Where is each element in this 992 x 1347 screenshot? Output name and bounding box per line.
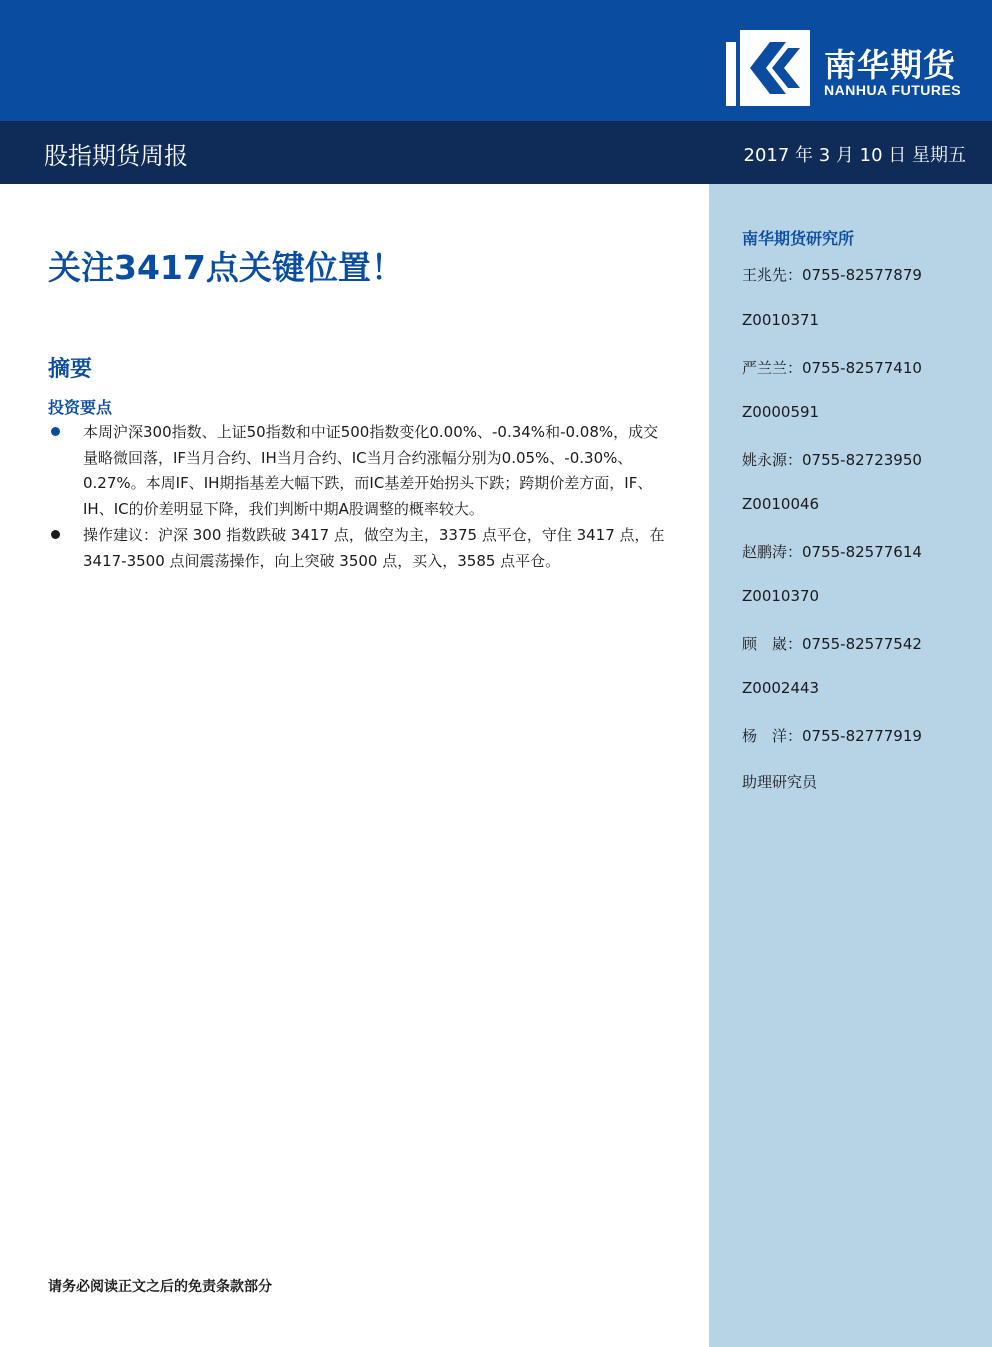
analyst-role: 助理研究员 <box>742 773 818 791</box>
analyst-sidebar <box>709 184 992 1347</box>
bullet-text: 本周沪深300指数、上证50指数和中证500指数变化0.00%、-0.34%和-0.08%，成交量略微回落，IF当月合约、IH当月合约、IC当月合约涨幅分别为0.05%、-0.30%、0.27%。本周IF、IH期指基差大幅下跌，而IC基差开始拐头下跌；跨期价差方面，IF、IH、IC的价差明显下降，我们判断中期A股调整的概率较大。 <box>83 423 659 519</box>
report-type: 股指期货周报 <box>44 142 188 170</box>
company-logo <box>726 30 978 106</box>
investment-points-heading: 投资要点 <box>48 398 113 417</box>
disclaimer-note: 请务必阅读正文之后的免责条款部分 <box>48 1279 272 1295</box>
analyst-license: Z0002443 <box>742 679 820 697</box>
analyst-contact: 姚永源：0755-82723950 <box>742 451 922 469</box>
analyst-contact: 杨 洋：0755-82777919 <box>742 727 922 745</box>
analyst-contact: 严兰兰：0755-82577410 <box>742 359 922 377</box>
logo-english-name: NANHUA FUTURES <box>824 82 962 98</box>
bullet-icon <box>51 530 60 539</box>
analyst-license: Z0010371 <box>742 311 820 329</box>
report-headline: 关注3417点关键位置！ <box>48 248 404 287</box>
report-date: 2017 年 3 月 10 日 星期五 <box>743 145 966 166</box>
analyst-contact: 顾 崴：0755-82577542 <box>742 635 922 653</box>
research-institute-name: 南华期货研究所 <box>742 229 855 248</box>
analyst-license: Z0010046 <box>742 495 820 513</box>
analyst-license: Z0000591 <box>742 403 820 421</box>
header-band <box>0 0 992 121</box>
bullet-icon <box>51 427 60 436</box>
analyst-contact: 王兆先：0755-82577879 <box>742 266 922 284</box>
summary-heading: 摘要 <box>48 357 93 382</box>
list-item <box>48 523 668 574</box>
logo-chinese-name: 南华期货 <box>824 46 957 84</box>
analyst-contact: 赵鹏涛：0755-82577614 <box>742 543 922 561</box>
list-item <box>48 420 668 523</box>
bullet-text: 操作建议：沪深 300 指数跌破 3417 点，做空为主，3375 点平仓，守住 3417 点，在 3417-3500 点间震荡操作，向上突破 3500 点，买入，3585 点平仓。 <box>83 525 665 570</box>
report-title-bar <box>0 121 992 184</box>
analyst-license: Z0010370 <box>742 587 820 605</box>
investment-points-list <box>48 420 668 574</box>
nanhua-logo-icon <box>726 30 810 106</box>
